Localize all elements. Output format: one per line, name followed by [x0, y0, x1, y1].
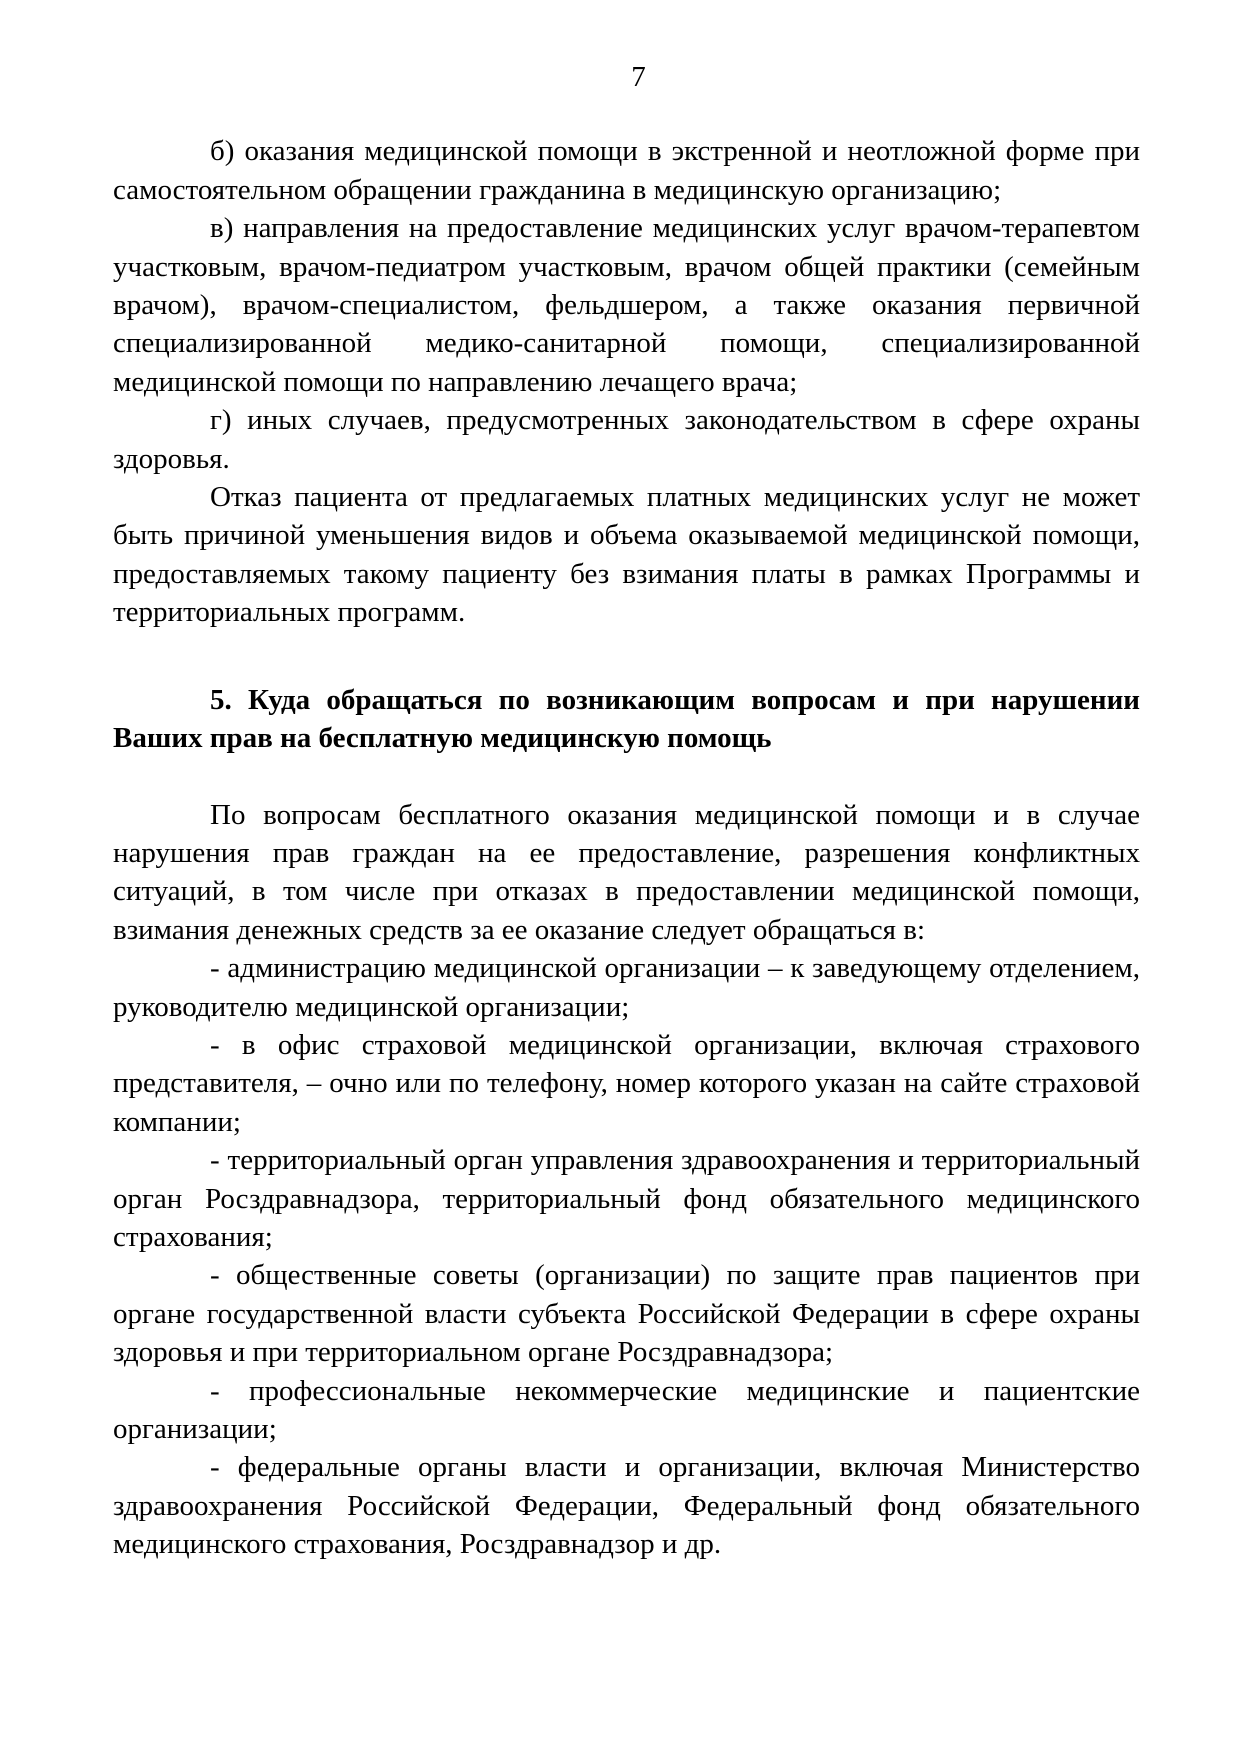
- paragraph-item-b: б) оказания медицинской помощи в экстренной и неотложной форме при самостоятельном обращении гражданина в медицинскую организацию;: [113, 135, 1140, 206]
- paragraph-item-g: г) иных случаев, предусмотренных законодательством в сфере охраны здоровья.: [113, 404, 1140, 475]
- paragraph-where-to-apply: По вопросам бесплатного оказания медицинской помощи и в случае нарушения прав граждан на ее предоставление, разрешения конфликтных ситуаций, в том числе при отказах в предоставлении медицинской помощи, взимания денежных средств за ее оказание следует обращаться в:: [113, 798, 1140, 946]
- list-item-federal-bodies: - федеральные органы власти и организации, включая Министерство здравоохранения Российской Федерации, Федеральный фонд обязательного медицинского страхования, Росздравнадзор и др.: [113, 1451, 1140, 1561]
- list-item-insurance-office: - в офис страховой медицинской организации, включая страхового представителя, – очно или по телефону, номер которого указан на сайте страховой компании;: [113, 1028, 1140, 1138]
- list-item-administration: - администрацию медицинской организации – к заведующему отделением, руководителю медицинской организации;: [113, 952, 1140, 1023]
- paragraph-refusal: Отказ пациента от предлагаемых платных медицинских услуг не может быть причиной уменьшения видов и объема оказываемой медицинской помощи, предоставляемых такому пациенту без взимания платы в рамках Программы и территориальных программ.: [113, 481, 1140, 629]
- list-item-professional-orgs: - профессиональные некоммерческие медицинские и пациентские организации;: [113, 1374, 1140, 1445]
- section-5-heading: 5. Куда обращаться по возникающим вопросам и при нарушении Ваших прав на бесплатную медицинскую помощь: [113, 683, 1140, 755]
- page-number: 7: [631, 61, 646, 93]
- document-body: [113, 132, 1140, 1563]
- list-item-territorial-authority: - территориальный орган управления здравоохранения и территориальный орган Росздравнадзора, территориальный фонд обязательного медицинского страхования;: [113, 1144, 1140, 1253]
- list-item-public-councils: - общественные советы (организации) по защите прав пациентов при органе государственной власти субъекта Российской Федерации в сфере охраны здоровья и при территориальном органе Росздравнадзора;: [113, 1259, 1140, 1369]
- paragraph-item-v: в) направления на предоставление медицинских услуг врачом-терапевтом участковым, врачом-педиатром участковым, врачом общей практики (семейным врачом), врачом-специалистом, фельдшером, а также оказания первичной специализированной медико-санитарной помощи, специализированной медицинской помощи по направлению лечащего врача;: [113, 212, 1140, 398]
